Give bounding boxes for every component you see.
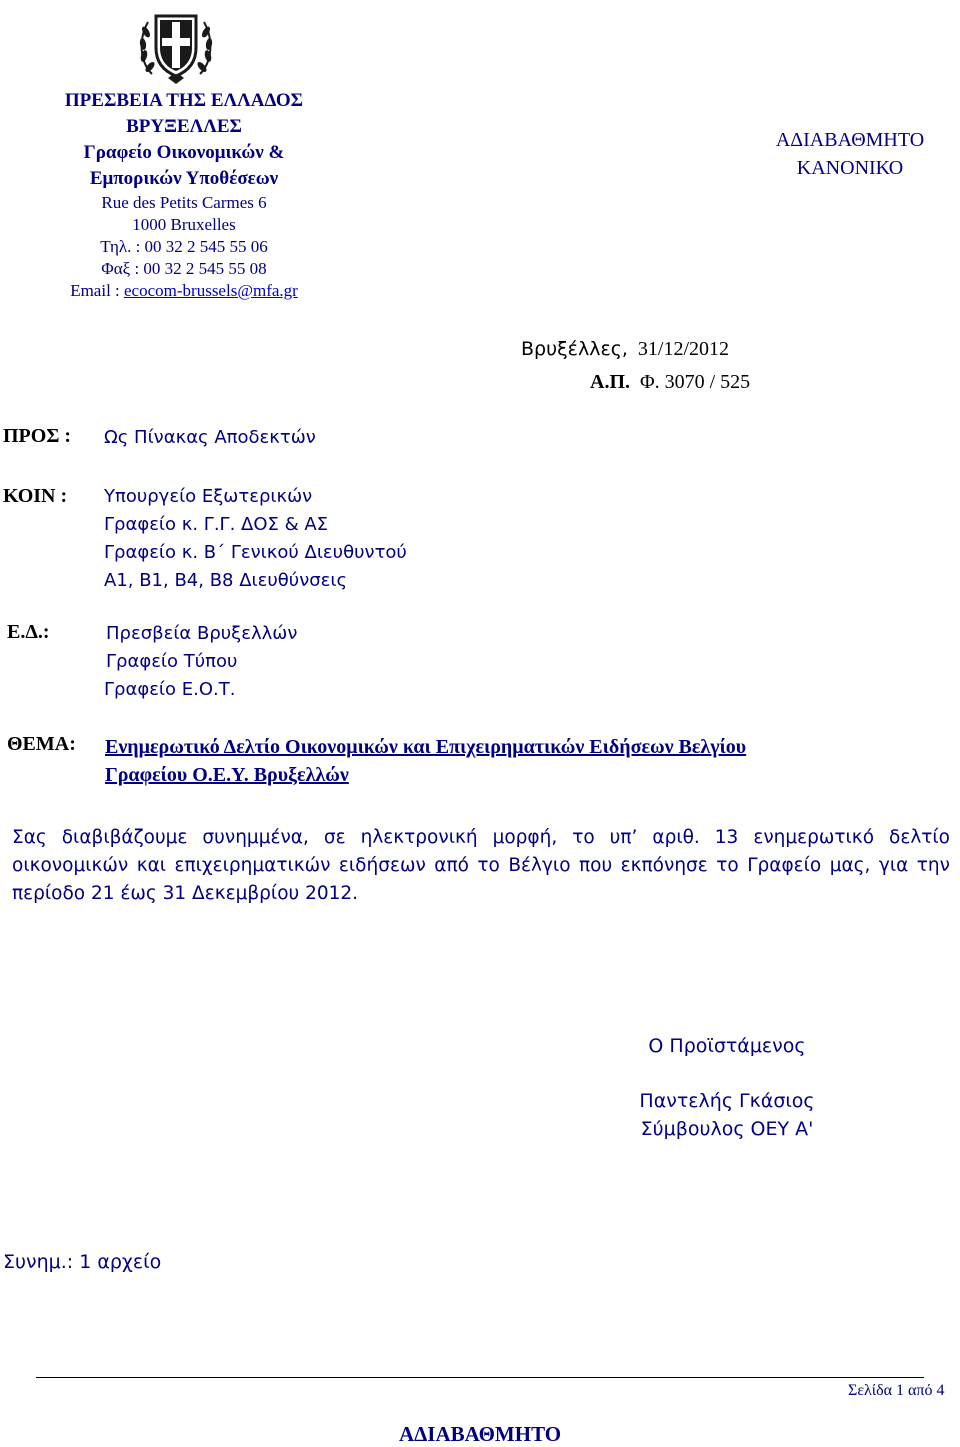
office-name-line1: Γραφείο Οικονομικών & xyxy=(83,142,285,163)
cc-recipient-list xyxy=(104,483,407,595)
internal-recipient: Γραφείο Ε.Ο.Τ. xyxy=(104,679,236,700)
cc-label: ΚΟΙΝ : xyxy=(3,485,68,507)
attachment-note: Συνημ.: 1 αρχείο xyxy=(3,1251,162,1273)
subject-line: Ενημερωτικό Δελτίο Οικονομικών και Επιχειρηματικών Ειδήσεων Βελγίου xyxy=(105,736,747,758)
email-link[interactable]: ecocom-brussels@mfa.gr xyxy=(124,281,298,300)
telephone: Τηλ. : 00 32 2 545 55 06 xyxy=(100,237,268,256)
priority-level: ΚΑΝΟΝΙΚΟ xyxy=(796,157,904,179)
subject xyxy=(105,733,746,789)
cc-recipient: Α1, Β1, Β4, Β8 Διευθύνσεις xyxy=(104,570,348,591)
to-recipient: Ως Πίνακας Αποδεκτών xyxy=(104,427,316,448)
footer-classification: ΑΔΙΑΒΑΘΜΗΤΟ xyxy=(398,1422,562,1446)
office-name-line2: Εμπορικών Υποθέσεων xyxy=(89,168,279,189)
internal-recipient: Πρεσβεία Βρυξελλών xyxy=(106,623,298,644)
internal-distribution-label: Ε.Δ.: xyxy=(7,621,50,643)
to-label: ΠΡΟΣ : xyxy=(3,425,72,447)
page-number: Σελίδα 1 από 4 xyxy=(848,1382,945,1399)
classification-level: ΑΔΙΑΒΑΘΜΗΤΟ xyxy=(775,129,925,151)
cc-recipient: Γραφείο κ. Β΄ Γενικού Διευθυντού xyxy=(104,542,407,563)
cc-recipient: Γραφείο κ. Γ.Γ. ΔΟΣ & ΑΣ xyxy=(104,514,329,535)
internal-recipient: Γραφείο Τύπου xyxy=(106,651,238,672)
signatory-title: Ο Προϊστάμενος xyxy=(648,1035,806,1057)
fax: Φαξ : 00 32 2 545 55 08 xyxy=(101,259,267,278)
cc-recipient: Υπουργείο Εξωτερικών xyxy=(104,486,313,507)
email-line xyxy=(14,280,354,302)
embassy-city: ΒΡΥΞΕΛΛΕΣ xyxy=(126,116,242,137)
subject-label: ΘΕΜΑ: xyxy=(7,733,76,755)
signature-block xyxy=(620,1032,834,1143)
reference-number: Φ. 3070 / 525 xyxy=(640,371,751,393)
date-label: Βρυξέλλες, xyxy=(521,338,628,360)
address-city: 1000 Bruxelles xyxy=(132,215,236,234)
embassy-name: ΠΡΕΣΒΕΙΑ ΤΗΣ ΕΛΛΑΔΟΣ xyxy=(64,90,304,111)
date-value: 31/12/2012 xyxy=(637,338,730,360)
body-paragraph: Σας διαβιβάζουμε συνημμένα, σε ηλεκτρονική μορφή, το υπ’ αριθ. 13 ενημερωτικό δελτίο οικονομικών και επιχειρηματικών ειδήσεων από το Βέλγιο που εκπόνησε το Γραφείο μας, για την περίοδο 21 έως 31 Δεκεμβρίου 2012. xyxy=(12,827,950,904)
subject-line: Γραφείου Ο.Ε.Υ. Βρυξελλών xyxy=(105,764,349,786)
footer-divider xyxy=(36,1377,924,1378)
internal-distribution-list xyxy=(104,620,297,704)
signatory-role: Σύμβουλος ΟΕΥ Α' xyxy=(640,1118,814,1140)
address-street: Rue des Petits Carmes 6 xyxy=(101,193,267,212)
classification-block xyxy=(740,126,960,182)
signatory-name: Παντελής Γκάσιος xyxy=(639,1090,815,1112)
date-line xyxy=(521,338,729,361)
email-label: Email : xyxy=(70,281,125,300)
reference-label: Α.Π. xyxy=(590,371,630,393)
letterhead xyxy=(14,88,354,302)
greek-coat-of-arms-emblem xyxy=(134,4,218,88)
reference-line xyxy=(590,371,750,394)
